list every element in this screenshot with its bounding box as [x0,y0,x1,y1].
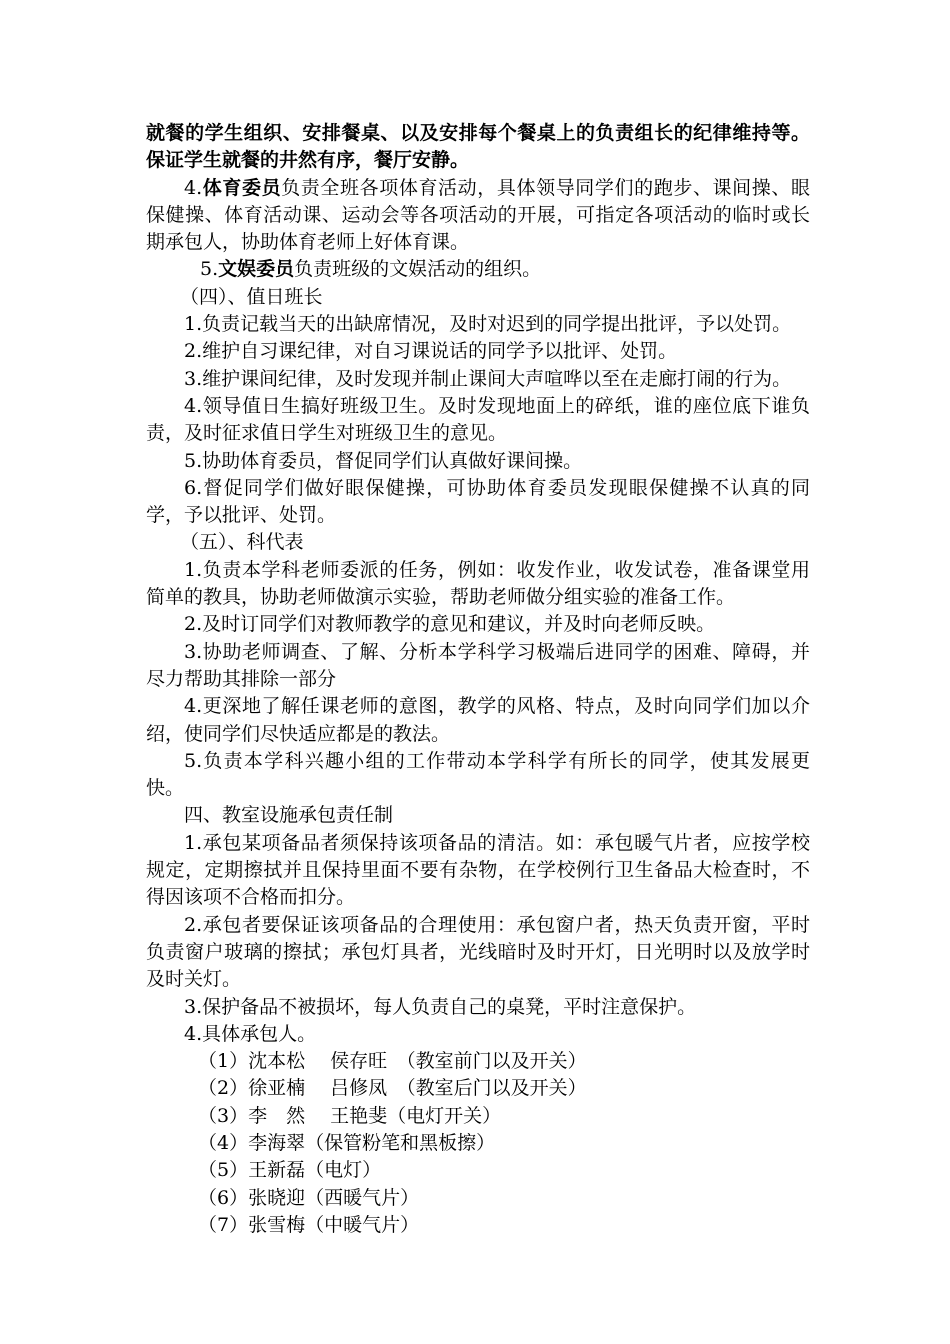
list-item: 1.负责本学科老师委派的任务，例如：收发作业，收发试卷，准备课堂用简单的教具，协助老师做演示实验，帮助老师做分组实验的准备工作。 [146,558,810,609]
item-number: 4. [184,176,203,199]
list-item: 2.维护自习课纪律，对自习课说话的同学予以批评、处罚。 [184,340,678,363]
list-item: 2.承包者要保证该项备品的合理使用：承包窗户者，热天负责开窗，平时负责窗户玻璃的擦拭；承包灯具者，光线暗时及时开灯，日光明时以及放学时及时关灯。 [146,913,810,991]
list-item: 4.领导值日生搞好班级卫生。及时发现地面上的碎纸，谁的座位底下谁负责，及时征求值日学生对班级卫生的意见。 [146,394,810,445]
section-title-duty-monitor: （四）、值日班长 [180,285,323,308]
assignment-item: （1）沈本松 侯存旺 （教室前门以及开关） [198,1050,587,1073]
assignment-item: （5）王新磊（电灯） [198,1159,382,1182]
list-item: 4.具体承包人。 [184,1022,317,1045]
assignment-item: （2）徐亚楠 吕修凤 （教室后门以及开关） [198,1077,587,1100]
list-item: 6.督促同学们做好眼保健操，可协助体育委员发现眼保健操不认真的同学，予以批评、处罚。 [146,476,810,527]
document-page [146,120,810,1239]
section-title-subject-rep: （五）、科代表 [180,531,304,554]
list-item: 4.更深地了解任课老师的意图，教学的风格、特点，及时向同学们加以介绍，使同学们尽快适应都是的教法。 [146,695,810,745]
list-item: 5.负责本学科兴趣小组的工作带动本学科学有所长的同学，使其发展更快。 [146,749,810,800]
assignment-item: （3）李 然 王艳斐（电灯开关） [198,1104,502,1127]
assignment-item: （4）李海翠（保管粉笔和黑板擦） [198,1131,496,1154]
list-item: 3.保护备品不被损坏，每人负责自己的桌凳，平时注意保护。 [184,995,697,1018]
list-item: 1.承包某项备品者须保持该项备品的清洁。如：承包暖气片者，应按学校规定，定期擦拭并且保持里面不要有杂物，在学校例行卫生备品大检查时，不得因该项不合格而扣分。 [146,831,810,909]
role-arts-committee: 文娱委员 [218,258,295,281]
assignment-item: （6）张晓迎（西暖气片） [198,1186,420,1209]
role-sports-committee: 体育委员 [202,176,282,199]
paragraph-sports-committee [146,175,810,257]
list-item: 2.及时订同学们对教师教学的意见和建议，并及时向老师反映。 [184,613,716,636]
list-item: 5.协助体育委员，督促同学们认真做好课间操。 [184,449,583,472]
paragraph-text: 负责全班各项体育活动，具体领导同学们的跑步、课间操、眼保健操、体育活动课、运动会等各项活动的开展，可指定各项活动的临时或长期承包人，协助体育老师上好体育课。 [146,176,810,254]
list-item: 1.负责记载当天的出缺席情况，及时对迟到的同学提出批评，予以处罚。 [184,313,792,336]
list-item: 3.协助老师调查、了解、分析本学科学习极端后进同学的困难、障碍，并尽力帮助其排除一部分 [146,640,810,690]
assignment-item: （7）张雪梅（中暖气片） [198,1213,420,1236]
intro-paragraph: 就餐的学生组织、安排餐桌、以及安排每个餐桌上的负责组长的纪律维持等。保证学生就餐的井然有序，餐厅安静。 [146,122,810,172]
part-title-facility-responsibility: 四、教室设施承包责任制 [184,804,394,827]
paragraph-arts-committee [146,256,810,283]
paragraph-text: 负责班级的文娱活动的组织。 [294,258,542,281]
list-item: 3.维护课间纪律，及时发现并制止课间大声喧哗以至在走廊打闹的行为。 [184,367,792,390]
item-number: 5. [200,258,219,281]
